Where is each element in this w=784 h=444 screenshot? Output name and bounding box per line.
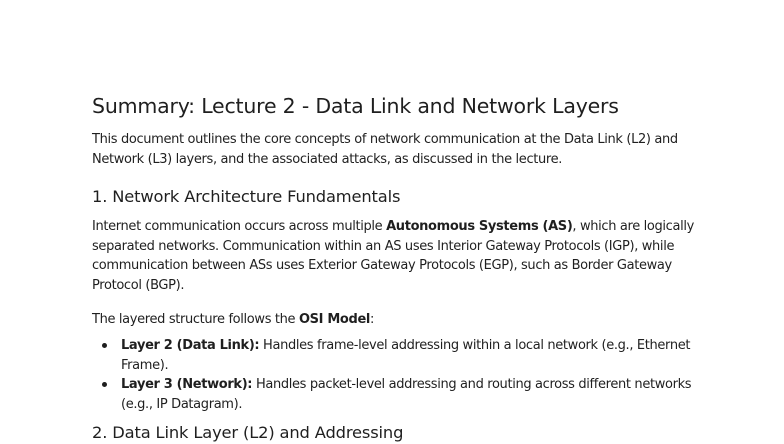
section-heading-data-link-layer: 2. Data Link Layer (L2) and Addressing bbox=[92, 423, 404, 442]
intro-paragraph: This document outlines the core concepts of network communication at the Data Link (L2) and Network (L3) layers, and the associated attacks, as discussed in the lecture. bbox=[92, 132, 678, 167]
para-text: : bbox=[370, 312, 375, 327]
para-text: The layered structure follows the bbox=[92, 312, 299, 327]
bullet-icon bbox=[102, 343, 107, 348]
list-item-text: Handles frame-level addressing within a local network (e.g., Ethernet Frame). bbox=[121, 338, 691, 373]
osi-model-paragraph bbox=[92, 310, 374, 330]
para-text: , which are logically separated networks. Communication within an AS uses Interior Gateway Protocols (IGP), while communication between ASs uses Exterior Gateway Protocols (EGP), such as Border Gateway Protocol (BGP). bbox=[92, 219, 694, 293]
list-item-bold: Layer 2 (Data Link): bbox=[121, 338, 260, 353]
autonomous-systems-paragraph bbox=[92, 217, 712, 295]
list-item-layer-3 bbox=[92, 375, 712, 414]
list-item-text: Handles packet-level addressing and routing across different networks (e.g., IP Datagram). bbox=[121, 377, 692, 412]
bullet-icon bbox=[102, 382, 107, 387]
document-page bbox=[92, 92, 712, 442]
section-heading-network-architecture: 1. Network Architecture Fundamentals bbox=[92, 187, 401, 206]
para-bold-term: Autonomous Systems (AS) bbox=[386, 219, 573, 234]
list-item-layer-2 bbox=[92, 336, 712, 375]
para-text: Internet communication occurs across multiple bbox=[92, 219, 387, 234]
osi-layer-list bbox=[92, 336, 712, 414]
list-item-bold: Layer 3 (Network): bbox=[121, 377, 253, 392]
document-title: Summary: Lecture 2 - Data Link and Network Layers bbox=[92, 94, 619, 118]
para-bold-term: OSI Model bbox=[298, 312, 371, 327]
